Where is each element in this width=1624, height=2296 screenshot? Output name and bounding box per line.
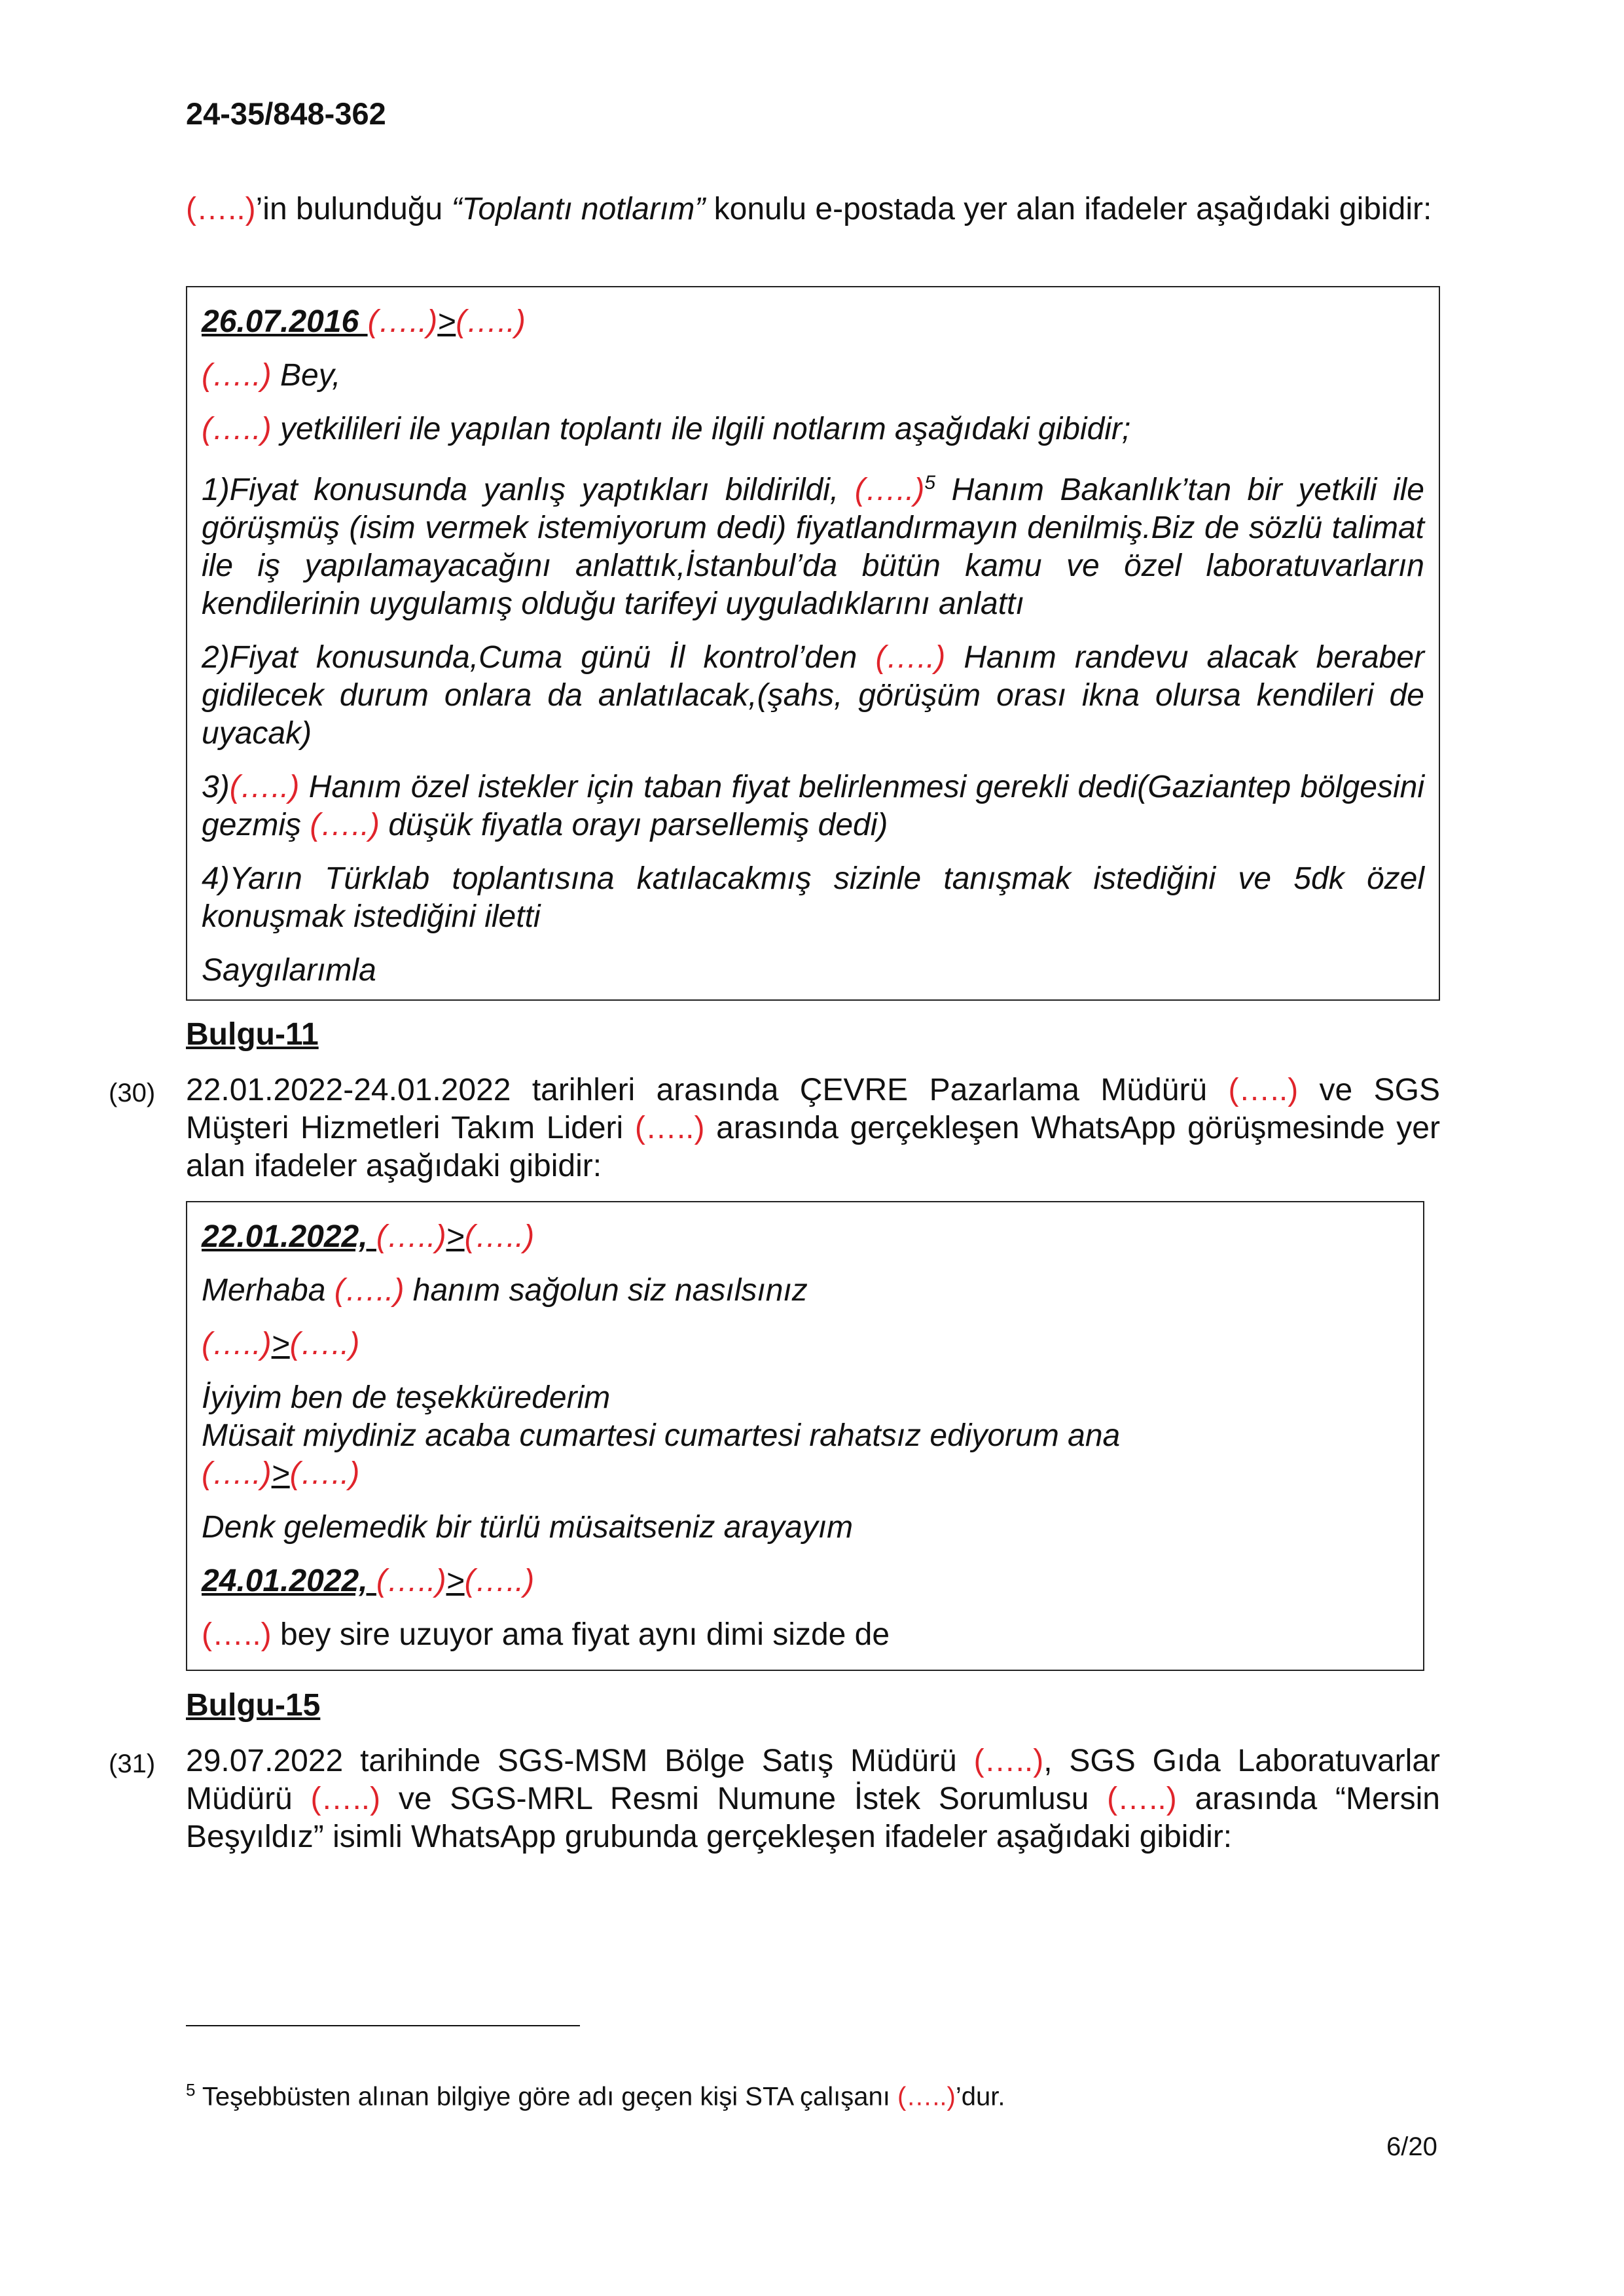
email-subject: “Toplantı notlarım” — [451, 192, 706, 226]
email-closing: Saygılarımla — [202, 953, 376, 988]
email-date: 26.07.2016 — [202, 304, 368, 339]
chat-message: (…..) bey sire uzuyor ama fiyat aynı dimi sizde de — [202, 1617, 890, 1652]
chat-message: İyiyim ben de teşekkürederim Müsait miydiniz acaba cumartesi cumartesi rahatsız ediyorum ana (…..)>(…..) — [202, 1380, 1121, 1491]
bulgu-15-heading: Bulgu-15 — [186, 1688, 321, 1723]
chat-date-header: 24.01.2022, (…..)>(…..) — [202, 1564, 535, 1598]
email-item-2: 2)Fiyat konusunda,Cuma günü İl kontrol’den (…..) Hanım randevu alacak beraber gidilecek durum onlara da anlatılacak,(şahs, görüşüm orası ikna olursa kendileri de uyacak) — [202, 640, 1425, 751]
email-item-3: 3)(…..) Hanım özel istekler için taban fiyat belirlenmesi gerekli dedi(Gaziantep bölgesini gezmiş (…..) düşük fiyatla orayı parsellemiş dedi) — [202, 770, 1424, 842]
email-item-4: 4)Yarın Türklab toplantısına katılacakmış sizinle tanışmak istediğini ve 5dk özel konuşmak istediğini iletti — [202, 861, 1424, 934]
footnote-ref: 5 — [924, 472, 936, 493]
paragraph-number-31: (31) — [109, 1749, 156, 1778]
chat-date-header: 22.01.2022, (…..)>(…..) — [202, 1219, 535, 1254]
email-header: 26.07.2016 (…..)>(…..) — [202, 304, 526, 339]
email-greeting: (…..) Bey, — [202, 358, 341, 393]
page-number: 6/20 — [1386, 2132, 1437, 2161]
bulgu-11-heading: Bulgu-11 — [186, 1017, 319, 1052]
paragraph-number-30: (30) — [109, 1079, 156, 1107]
bulgu-15-paragraph: 29.07.2022 tarihinde SGS-MSM Bölge Satış Müdürü (…..), SGS Gıda Laboratuvarlar Müdürü (…..) ve SGS-MRL Resmi Numune İstek Sorumlusu (…..) arasında “Mersin Beşyıldız” isimli WhatsApp grubunda gerçekleşen ifadeler aşağıdaki gibidir: — [186, 1744, 1440, 1854]
chat-message: Merhaba (…..) hanım sağolun siz nasılsınız — [202, 1273, 808, 1308]
bulgu-11-paragraph: 22.01.2022-24.01.2022 tarihleri arasında ÇEVRE Pazarlama Müdürü (…..) ve SGS Müşteri Hizmetleri Takım Lideri (…..) arasında gerçekleşen WhatsApp görüşmesinde yer alan ifadeler aşağıdaki gibidir: — [186, 1073, 1441, 1183]
email-item-1: 1)Fiyat konusunda yanlış yaptıkları bildirildi, (…..)$^5$ Hanım Bakanlık’tan bir yetkili ile görüşmüş (isim vermek istemiyorum dedi) fiyatlandırmayın denilmiş.Biz de sözlü talimat ile iş yapılamayacağını anlattık,İstanbul’da bütün kamu ve özel laboratuvarların kendilerinin uygulamış olduğu tarifeyi uyguladıklarını anlattı — [202, 472, 1424, 621]
email-quote-box — [186, 286, 1440, 1001]
intro-paragraph: (…..)’in bulunduğu “Toplantı notlarım” konulu e-postada yer alan ifadeler aşağıdaki gibidir: — [186, 192, 1432, 226]
chat-message: Denk gelemedik bir türlü müsaitseniz arayayım — [202, 1510, 854, 1545]
footnote: $^5$ Teşebbüsten alınan bilgiye göre adı geçen kişi STA çalışanı (…..)’dur. — [186, 2080, 1005, 2111]
document-reference: 24-35/848-362 — [186, 96, 386, 131]
chat-sender-header: (…..)>(…..) — [202, 1327, 360, 1361]
email-line: (…..) yetkilileri ile yapılan toplantı ile ilgili notlarım aşağıdaki gibidir; — [202, 412, 1131, 446]
redaction: (…..) — [186, 192, 256, 226]
footnote-divider — [186, 2025, 580, 2026]
whatsapp-chat-box — [186, 1201, 1424, 1671]
